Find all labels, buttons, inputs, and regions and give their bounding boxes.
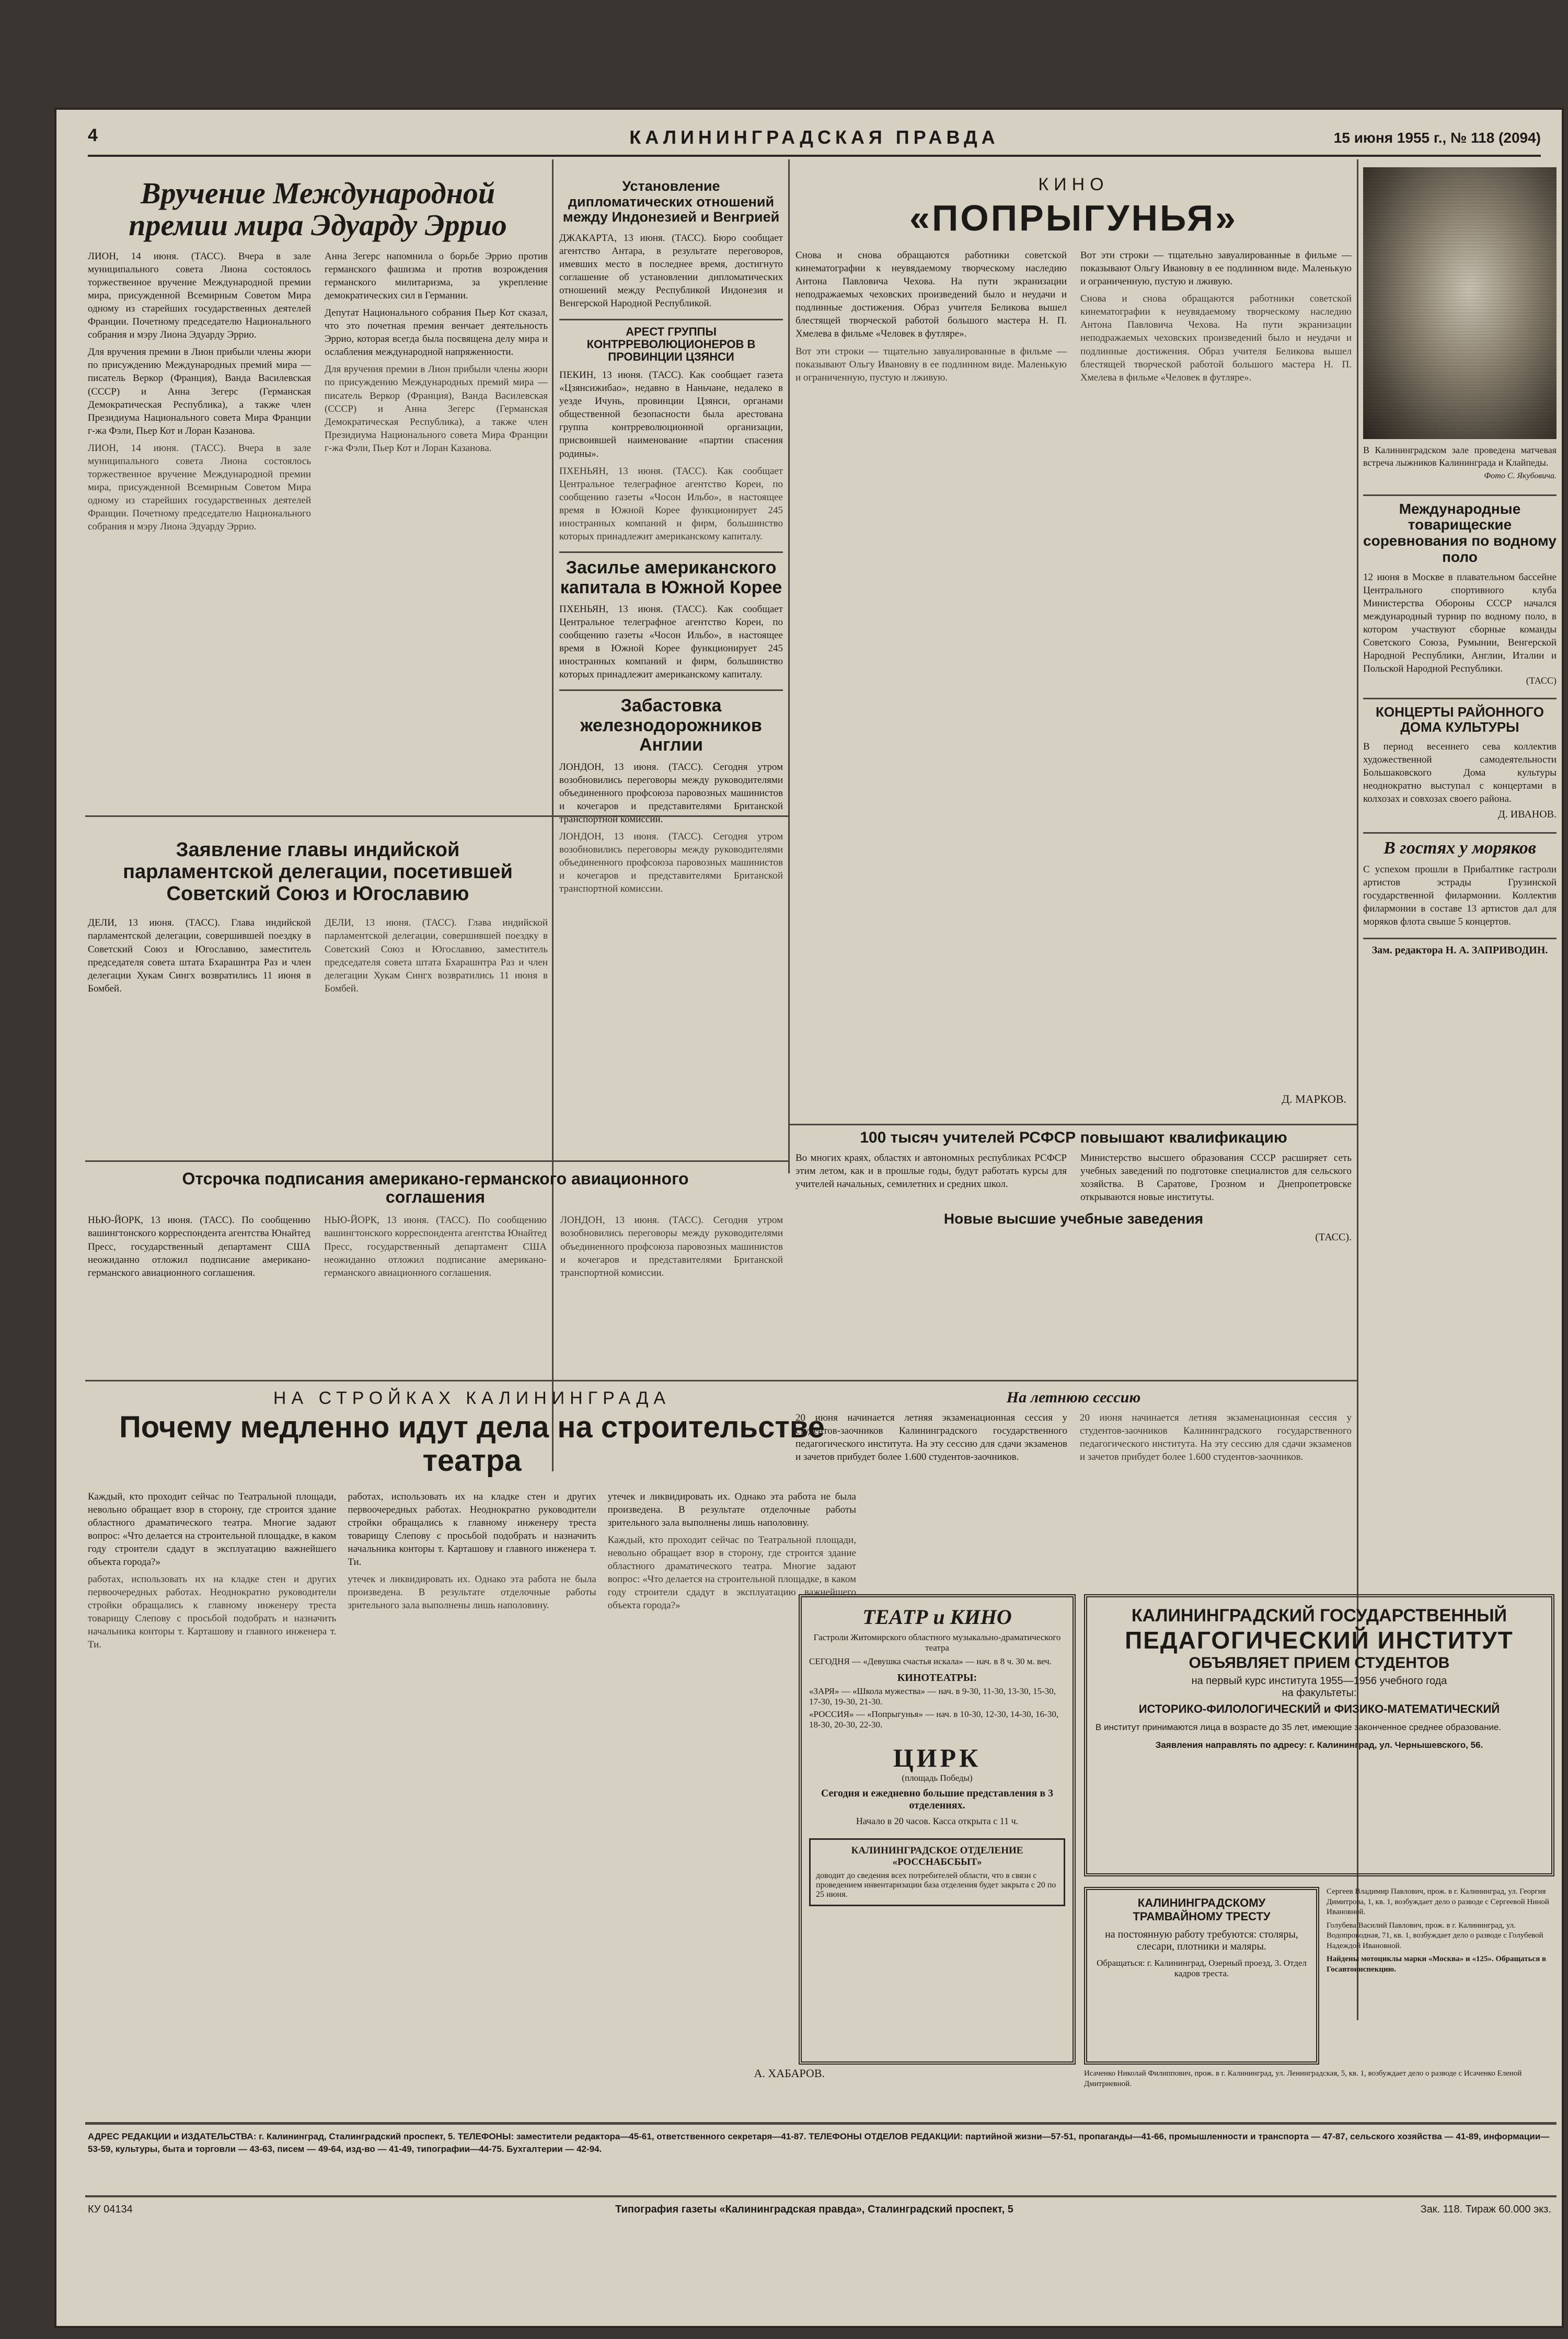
paragraph: ПХЕНЬЯН, 13 июня. (ТАСС). Как сообщает Центральное телеграфное агентство Кореи, по сообщению газеты «Чосон Ильбо», в настоящее время в Южной Корее функционирует 245 иностранных компаний и фирм, большинство которых принадлежит американскому капиталу. [559,465,783,543]
paragraph: Для вручения премии в Лион прибыли члены жюри по присуждению Международных премий мира — писатель Веркор (Франция), Ванда Василевская (СССР) и Анна Зегерс (Германская Демократическая Республика), а также член Президиума Национального совета Мира Франции г-жа Фэли, Пьер Кот и Лоран Казанова. [88,347,311,436]
paragraph: НЬЮ-ЙОРК, 13 июня. (ТАСС). По сообщению вашингтонского корреспондента агентства Юнайтед Пресс, государственный департамент США неожиданно отложил подписание американо-германского авиационного соглашения. [324,1215,547,1278]
ad-line: «ЗАРЯ» — «Школа мужества» — нач. в 9-30, 11-30, 13-30, 15-30, 17-30, 19-30, 21-30. [809,1686,1056,1707]
footer-rule [85,2195,1557,2197]
paragraph: ПХЕНЬЯН, 13 июня. (ТАСС). Как сообщает Центральное телеграфное агентство Кореи, по сообщению газеты «Чосон Ильбо», в настоящее время в Южной Корее функционирует 245 иностранных компаний и фирм, большинство которых принадлежит американскому капиталу. [559,603,783,681]
byline: А. ХАБАРОВ. [754,2067,825,2080]
paragraph: ЛИОН, 14 июня. (ТАСС). Вчера в зале муниципального совета Лиона состоялось торжественное вручение Международной премии мира, присужденной Всемирным Советом Мира одному из старейших государственных деятелей Франции. Почетному председателю Национального собрания и мэру Лиона Эдуарду Эррио. [88,250,311,341]
paragraph: Анна Зегерс напомнила о борьбе Эррио против германского фашизма и против возрождения германского милитаризма, за укрепление демократических сил в Германии. [325,250,548,302]
ad-heading: КИНОТЕАТРЫ: [897,1672,977,1684]
source: (ТАСС) [1526,675,1557,686]
headline: 100 тысяч учителей РСФСР повышают квалификацию [860,1129,1287,1146]
ad-heading: ОБЪЯВЛЯЕТ ПРИЕМ СТУДЕНТОВ [1189,1654,1450,1672]
headline: АРЕСТ ГРУППЫ КОНТРРЕВОЛЮЦИОНЕРОВ В ПРОВИНЦИИ ЦЗЯНСИ [559,319,783,364]
paragraph: Вот эти строки — тщательно завуалированные в фильме — показывают Ольгу Ивановну в ее подлинном виде. Маленькую и ограниченную, пустую и лживую. [1080,250,1352,287]
headline: Заявление главы индийской парламентской делегации, посетившей Советский Союз и Югославию [123,839,513,905]
paragraph: Снова и снова обращаются работники советской кинематографии к неувядаемому творческому наследию Антона Павловича Чехова. На пути экранизации неподражаемых чеховских произведений было и неудачи и подлинные достижения. Образ учителя Беликова вышел блестящей творческой работой большого мастера Н. П. Хмелева в фильме «Человек в футляре». [795,250,1067,340]
notice: Найдены мотоциклы марки «Москва» и «125». Обращаться в Госавтоинспекцию. [1327,1955,1547,1974]
paragraph: Вот эти строки — тщательно завуалированные в фильме — показывают Ольгу Ивановну в ее подлинном виде. Маленькую и ограниченную, пустую и лживую. [795,345,1067,383]
paragraph: 12 июня в Москве в плавательном бассейне Центрального спортивного клуба Министерства Обороны СССР начался международный турнир по водному поло, в котором участвуют сборные команды Советского Союза, Румынии, Венгерской Народной Республики, Англии, Италии и Польской Народной Республики. [1363,571,1557,675]
paragraph: 20 июня начинается летняя экзаменационная сессия у студентов-заочников Калининградского государственного педагогического института. На эту сессию для сдачи экзаменов и зачетов прибудет более 1.600 студентов-заочников. [1080,1412,1352,1462]
notices [1084,2069,1554,2111]
paragraph: ДЕЛИ, 13 июня. (ТАСС). Глава индийской парламентской делегации, совершившей поездку в Советский Союз и Югославию, заместитель председателя совета штата Бхарашнтра Раз и член делегации Хукам Сингх возвратились 11 июня в Бомбей. [88,917,311,994]
headline: Почему медленно идут дела на строительстве театра [119,1410,825,1478]
section-rule [788,1124,1357,1125]
paragraph: Каждый, кто проходит сейчас по Театральной площади, невольно обращает взор в сторону, где строится здание областного драматического театра. Многие задают вопрос: «Что делается на строительной площадке, в каком году строители сдадут в эксплуатацию важнейшего объекта города?» [607,1534,856,1611]
paragraph: 20 июня начинается летняя экзаменационная сессия у студентов-заочников Калининградского государственного педагогического института. На эту сессию для сдачи экзаменов и зачетов прибудет более 1.600 студентов-заочников. [795,1412,1067,1462]
paragraph: НЬЮ-ЙОРК, 13 июня. (ТАСС). По сообщению вашингтонского корреспондента агентства Юнайтед Пресс, государственный департамент США неожиданно отложил подписание американо-германского авиационного соглашения. [88,1215,310,1278]
photo-credit: Фото С. Якубовича. [1484,471,1557,480]
ad-line: Обращаться: г. Калининград, Озерный проезд, 3. Отдел кадров треста. [1097,1958,1307,1978]
article-education [795,1129,1352,1375]
byline: Д. ИВАНОВ. [1498,808,1557,820]
paragraph: ДЖАКАРТА, 13 июня. (ТАСС). Бюро сообщает агентство Антара, в результате переговоров, имевших место в последнее время, достигнуто соглашение об установлении дипломатических отношений между Республикой Индонезия и Венгерской Народной Республикой. [559,233,783,309]
column-rule [788,159,790,1173]
rubric: КИНО [1038,175,1109,194]
notices [1327,1887,1554,2065]
ad-heading: ЦИРК [893,1743,982,1772]
page-number: 4 [88,125,98,145]
ad-title: ТЕАТР и КИНО [862,1605,1012,1629]
paragraph: ЛОНДОН, 13 июня. (ТАСС). Сегодня утром возобновились переговоры между руководителями объединенного профсоюза паровозных машинистов и кочегаров и представителями Британской транспортной комиссии. [559,761,783,825]
paragraph: Для вручения премии в Лион прибыли члены жюри по присуждению Международных премий мира — писатель Веркор (Франция), Ванда Василевская (СССР) и Анна Зегерс (Германская Демократическая Республика), а также член Президиума Национального совета Мира Франции г-жа Фэли, Пьер Кот и Лоран Казанова. [325,364,548,454]
paragraph: ПЕКИН, 13 июня. (ТАСС). Как сообщает газета «Цзянсижибао», недавно в Наньчане, недалеко в уезде Ичунь, провинции Цзянси, органами общественной безопасности была арестована группа контрреволюционной организации, присвоившей наименование «партии спасения родины». [559,370,783,459]
ad-tram [1084,1887,1319,2065]
headline: Забастовка железнодорожников Англии [559,689,783,755]
section-rule [85,1380,1357,1381]
headline: Новые высшие учебные заведения [943,1211,1204,1227]
source: (ТАСС). [1315,1231,1352,1243]
paragraph: утечек и ликвидировать их. Однако эта работа не была произведена. В результате отделочные работы зрительного зала выполнены лишь наполовину. [607,1491,856,1528]
ad-line: Сегодня и ежедневно большие представления в 3 отделениях. [821,1788,1054,1811]
ad-subtitle: Гастроли Житомирского областного музыкально-драматического театра [813,1632,1061,1653]
ad-line: СЕГОДНЯ — «Девушка счастья искала» — нач. в 8 ч. 30 м. веч. [809,1656,1052,1666]
ad-theatre-kino [799,1594,1076,2065]
article-aviation [88,1166,783,1375]
ad-heading: ИСТОРИКО-ФИЛОЛОГИЧЕСКИЙ и ФИЗИКО-МАТЕМАТИЧЕСКИЙ [1138,1702,1500,1715]
ad-institute [1084,1594,1554,1876]
ad-line: на факультеты: [1282,1687,1357,1699]
footer-order: Зак. 118. Тираж 60.000 экз. [1420,2204,1551,2215]
footer-rule [85,2122,1557,2125]
article-kino [795,167,1352,1119]
headline: Отсрочка подписания американо-германского авиационного соглашения [182,1169,689,1207]
ad-heading: КАЛИНИНГРАДСКОЕ ОТДЕЛЕНИЕ «РОССНАБСБЫТ» [851,1845,1023,1868]
ad-line: В институт принимаются лица в возрасте до 35 лет, имеющие законченное среднее образование. [1096,1722,1502,1732]
headline: «ПОПРЫГУНЬЯ» [909,198,1238,238]
article-summer-session [795,1385,1352,1584]
paragraph: работах, использовать их на кладке стен и других первоочередных работах. Неоднократно руководители стройки обращались к главному инженеру треста товарищу Слепову с просьбой подобрать и назначить начальника конторы т. Карташову и главного инженера т. Ти. [348,1491,596,1568]
footer-address: АДРЕС РЕДАКЦИИ и ИЗДАТЕЛЬСТВА: г. Калининград, Сталинградский проспект, 5. ТЕЛЕФОНЫ: заместители редактора—45-61, ответственного секретаря—41-87. ТЕЛЕФОНЫ ОТДЕЛОВ РЕДАКЦИИ: партийной жизни—57-51, пропаганды—41-66, промышленности и транспорта — 47-87, сельского хозяйства — 41-89, информации—53-59, культуры, быта и торговли — 43-63, писем — 49-64, изд-во — 41-49, типографии—44-75. Бухгалтерии — 42-94. [88,2131,1550,2154]
sports-photo [1363,167,1557,439]
masthead [88,125,1541,157]
headline: Международные товарищеские соревнования по водному поло [1363,494,1557,566]
ad-line: на постоянную работу требуются: столяры, слесари, плотники и маляры. [1105,1929,1298,1952]
byline: Д. МАРКОВ. [1282,1092,1346,1105]
paragraph: Министерство высшего образования СССР расширяет сеть учебных заведений по подготовке специалистов для сельского хозяйства. В Саратове, Грозном и Днепропетровске открываются новые институты. [1080,1153,1352,1203]
notice: Сергеев Владимир Павлович, прож. в г. Калининград, ул. Георгия Димитрова, 1, кв. 1, возбуждает дело о разводе с Сергеевой Ниной Ивановной. [1327,1887,1549,1916]
paragraph: работах, использовать их на кладке стен и других первоочередных работах. Неоднократно руководители стройки обращались к главному инженеру треста товарищу Слепову с просьбой подобрать и назначить начальника конторы т. Карташову и главного инженера т. Ти. [88,1574,337,1651]
paragraph: Снова и снова обращаются работники советской кинематографии к неувядаемому творческому наследию Антона Павловича Чехова. На пути экранизации неподражаемых чеховских произведений было и неудачи и подлинные достижения. Образ учителя Беликова вышел блестящей творческой работой большого мастера Н. П. Хмелева в фильме «Человек в футляре». [1080,293,1352,383]
headline: Вручение Международной премии мира Эдуарду Эррио [129,176,507,242]
paragraph: В период весеннего сева коллектив художественной самодеятельности Большаковского Дома культуры неоднократно выступал с концертами в колхозах и совхозах своего района. [1363,741,1557,804]
headline: КОНЦЕРТЫ РАЙОННОГО ДОМА КУЛЬТУРЫ [1363,698,1557,734]
notice: Голубева Василий Павлович, прож. в г. Калининград, ул. Водопроводная, 71, кв. 1, возбуждает дело о разводе с Голубевой Надеждой Ивановной. [1327,1921,1543,1950]
photo-caption: В Калининградском зале проведена матчевая встреча лыжников Калининграда и Клайпеды. [1363,445,1557,468]
middle-column [559,167,783,1171]
paragraph: утечек и ликвидировать их. Однако эта работа не была произведена. В результате отделочные работы зрительного зала выполнены лишь наполовину. [348,1574,596,1611]
article-india [88,821,548,1155]
article-herriot [88,167,548,810]
footer-printer: Типография газеты «Калининградская правда», Сталинградский проспект, 5 [615,2204,1013,2215]
ad-line: (площадь Победы) [902,1773,973,1783]
ad-heading: КАЛИНИНГРАДСКОМУ ТРАМВАЙНОМУ ТРЕСТУ [1133,1896,1271,1923]
paragraph: Каждый, кто проходит сейчас по Театральной площади, невольно обращает взор в сторону, где строится здание областного драматического театра. Многие задают вопрос: «Что делается на строительной площадке, в каком году строители сдадут в эксплуатацию важнейшего объекта города?» [88,1491,337,1568]
paragraph: ЛОНДОН, 13 июня. (ТАСС). Сегодня утром возобновились переговоры между руководителями объединенного профсоюза паровозных машинистов и кочегаров и представителями Британской транспортной комиссии. [560,1215,783,1278]
rubric: НА СТРОЙКАХ КАЛИНИНГРАДА [273,1388,671,1408]
paragraph: ДЕЛИ, 13 июня. (ТАСС). Глава индийской парламентской делегации, совершившей поездку в Советский Союз и Югославию, заместитель председателя совета штата Бхарашнтра Раз и член делегации Хукам Сингх возвратились 11 июня в Бомбей. [325,917,548,994]
issue-date: 15 июня 1955 г., № 118 (2094) [1333,130,1541,146]
notice: Исаченко Николай Филиппович, прож. в г. Калининград, ул. Ленинградская, 5, кв. 1, возбуждает дело о разводе с Исаченко Еленой Дмитриевной. [1084,2069,1522,2088]
headline: Установление дипломатических отношений между Индонезией и Венгрией [562,178,780,225]
ad-line: Начало в 20 часов. Касса открыта с 11 ч. [856,1816,1019,1826]
ad-line: на первый курс института 1955—1956 учебного года [1191,1675,1447,1687]
editor-line: Зам. редактора Н. А. ЗАПРИВОДИН. [1363,938,1557,957]
ad-line: доводит до сведения всех потребителей области, что в связи с проведением инвентаризации база отделения будет закрыта с 20 по 25 июня. [816,1871,1056,1899]
paragraph: ЛОНДОН, 13 июня. (ТАСС). Сегодня утром возобновились переговоры между руководителями объединенного профсоюза паровозных машинистов и кочегаров и представителями Британской транспортной комиссии. [559,831,783,895]
paragraph: Депутат Национального собрания Пьер Кот сказал, что это почетная премия венчает деятельность Эррио, которая всегда была посвящена делу мира и ослабления международной напряженности. [325,307,548,358]
headline: Засилье американского капитала в Южной Корее [559,551,783,597]
headline: На летнюю сессию [1006,1389,1141,1406]
ad-heading: КАЛИНИНГРАДСКИЙ ГОСУДАРСТВЕННЫЙ [1131,1606,1507,1626]
headline: В гостях у моряков [1363,832,1557,858]
ad-line: «РОССИЯ» — «Попрыгунья» — нач. в 10-30, 12-30, 14-30, 16-30, 18-30, 20-30, 22-30. [809,1709,1059,1730]
newspaper-page [56,110,1562,2326]
ad-line: Заявления направлять по адресу: г. Калининград, ул. Чернышевского, 56. [1155,1740,1483,1750]
ad-rosnabsbyt [809,1838,1065,1906]
article-theatre [88,1385,856,2085]
ad-heading: ПЕДАГОГИЧЕСКИЙ ИНСТИТУТ [1125,1627,1514,1654]
newspaper-title: КАЛИНИНГРАДСКАЯ ПРАВДА [629,126,999,148]
paragraph: ЛИОН, 14 июня. (ТАСС). Вчера в зале муниципального совета Лиона состоялось торжественное вручение Международной премии мира, присужденной Всемирным Советом Мира одному из старейших государственных деятелей Франции. Почетному председателю Национального собрания и мэру Лиона Эдуарду Эррио. [88,442,311,533]
paragraph: Во многих краях, областях и автономных республиках РСФСР этим летом, как и в прошлые годы, будут работать курсы для учителей начальных, семилетних и средних школ. [795,1153,1067,1190]
footer-code: КУ 04134 [88,2204,133,2215]
paragraph: С успехом прошли в Прибалтике гастроли артистов эстрады Грузинской государственной филармонии. Коллектив филармонии в составе 13 артистов дал для моряков флота свыше 5 концертов. [1363,863,1557,927]
